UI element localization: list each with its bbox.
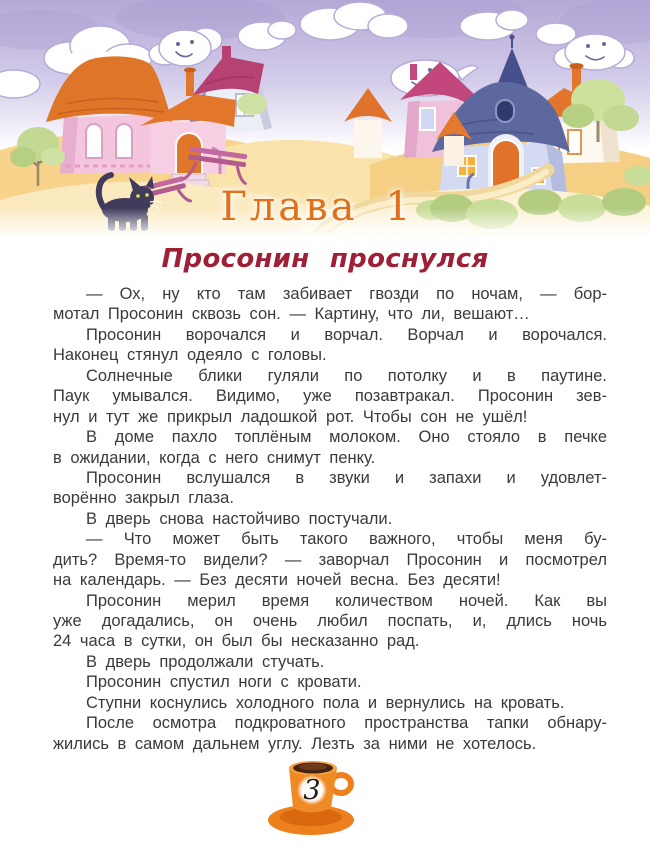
text-line: — Ох, ну кто там забивает гвозди по ночам, — бор- [86, 285, 607, 303]
text-line: Просонин мерил время количеством ночей. Как вы [86, 591, 607, 610]
chapter-heading: Глава 1 [220, 184, 414, 230]
section-title: Просонин проснулся [161, 244, 489, 274]
text-line: Просонин ворочался и ворчал. Ворчал и ворочался. [86, 325, 607, 344]
bush-center [237, 93, 267, 115]
header-illustration [0, 0, 650, 238]
coffee-cup-icon [263, 756, 363, 840]
text-line: В дверь снова настойчиво постучали. [86, 509, 393, 528]
cloud-icon [0, 70, 40, 98]
text-line: Паук умывался. Видимо, уже позавтракал. Просонин зев- [53, 387, 607, 406]
text-line: В доме пахло топлёным молоком. Оно стояло в печке [86, 428, 607, 447]
text-line: Просонин вслушался в звуки и запахи и удовлет- [86, 468, 607, 487]
text-line: нул и тут же прикрыл ладошкой рот. Чтобы сон не ушёл! [53, 407, 528, 426]
text-line: уже догадались, он очень любил поспать, и, длись ночь [53, 612, 607, 630]
text-line: мотал Просонин сквозь сон. — Картину, что ли, вешают… [53, 305, 530, 324]
text-line: жились в самом дальнем углу. Лезть за ними не хотелось. [53, 734, 537, 753]
page-footer [0, 756, 650, 840]
text-line: в ожидании, когда с него снимут пенку. [53, 448, 376, 467]
text-line: 24 часа в сутки, он был бы несказанно рад. [53, 632, 420, 651]
text-line: Ступни коснулись холодного пола и вернулись на кровать. [86, 693, 565, 712]
text-line: Солнечные блики гуляли по потолку и в паутине. [86, 366, 607, 385]
text-line: на календарь. — Без десяти ночей весна. Без десяти! [53, 571, 501, 590]
page-number: 3 [303, 775, 321, 807]
body-text [0, 284, 650, 754]
text-line: Просонин спустил ноги с кровати. [86, 673, 362, 692]
text-line: дить? Время-то видели? — заворчал Просонин и посмотрел [53, 550, 607, 569]
text-line: Наконец стянул одеяло с головы. [53, 346, 327, 365]
text-line: — Что может быть такого важного, чтобы меня бу- [86, 530, 607, 549]
text-line: В дверь продолжали стучать. [86, 652, 325, 671]
text-line: ворённо закрыл глаза. [53, 489, 234, 508]
text-line: После осмотра подкроватного пространства тапки обнару- [86, 714, 607, 733]
coffee-highlight [299, 763, 327, 770]
